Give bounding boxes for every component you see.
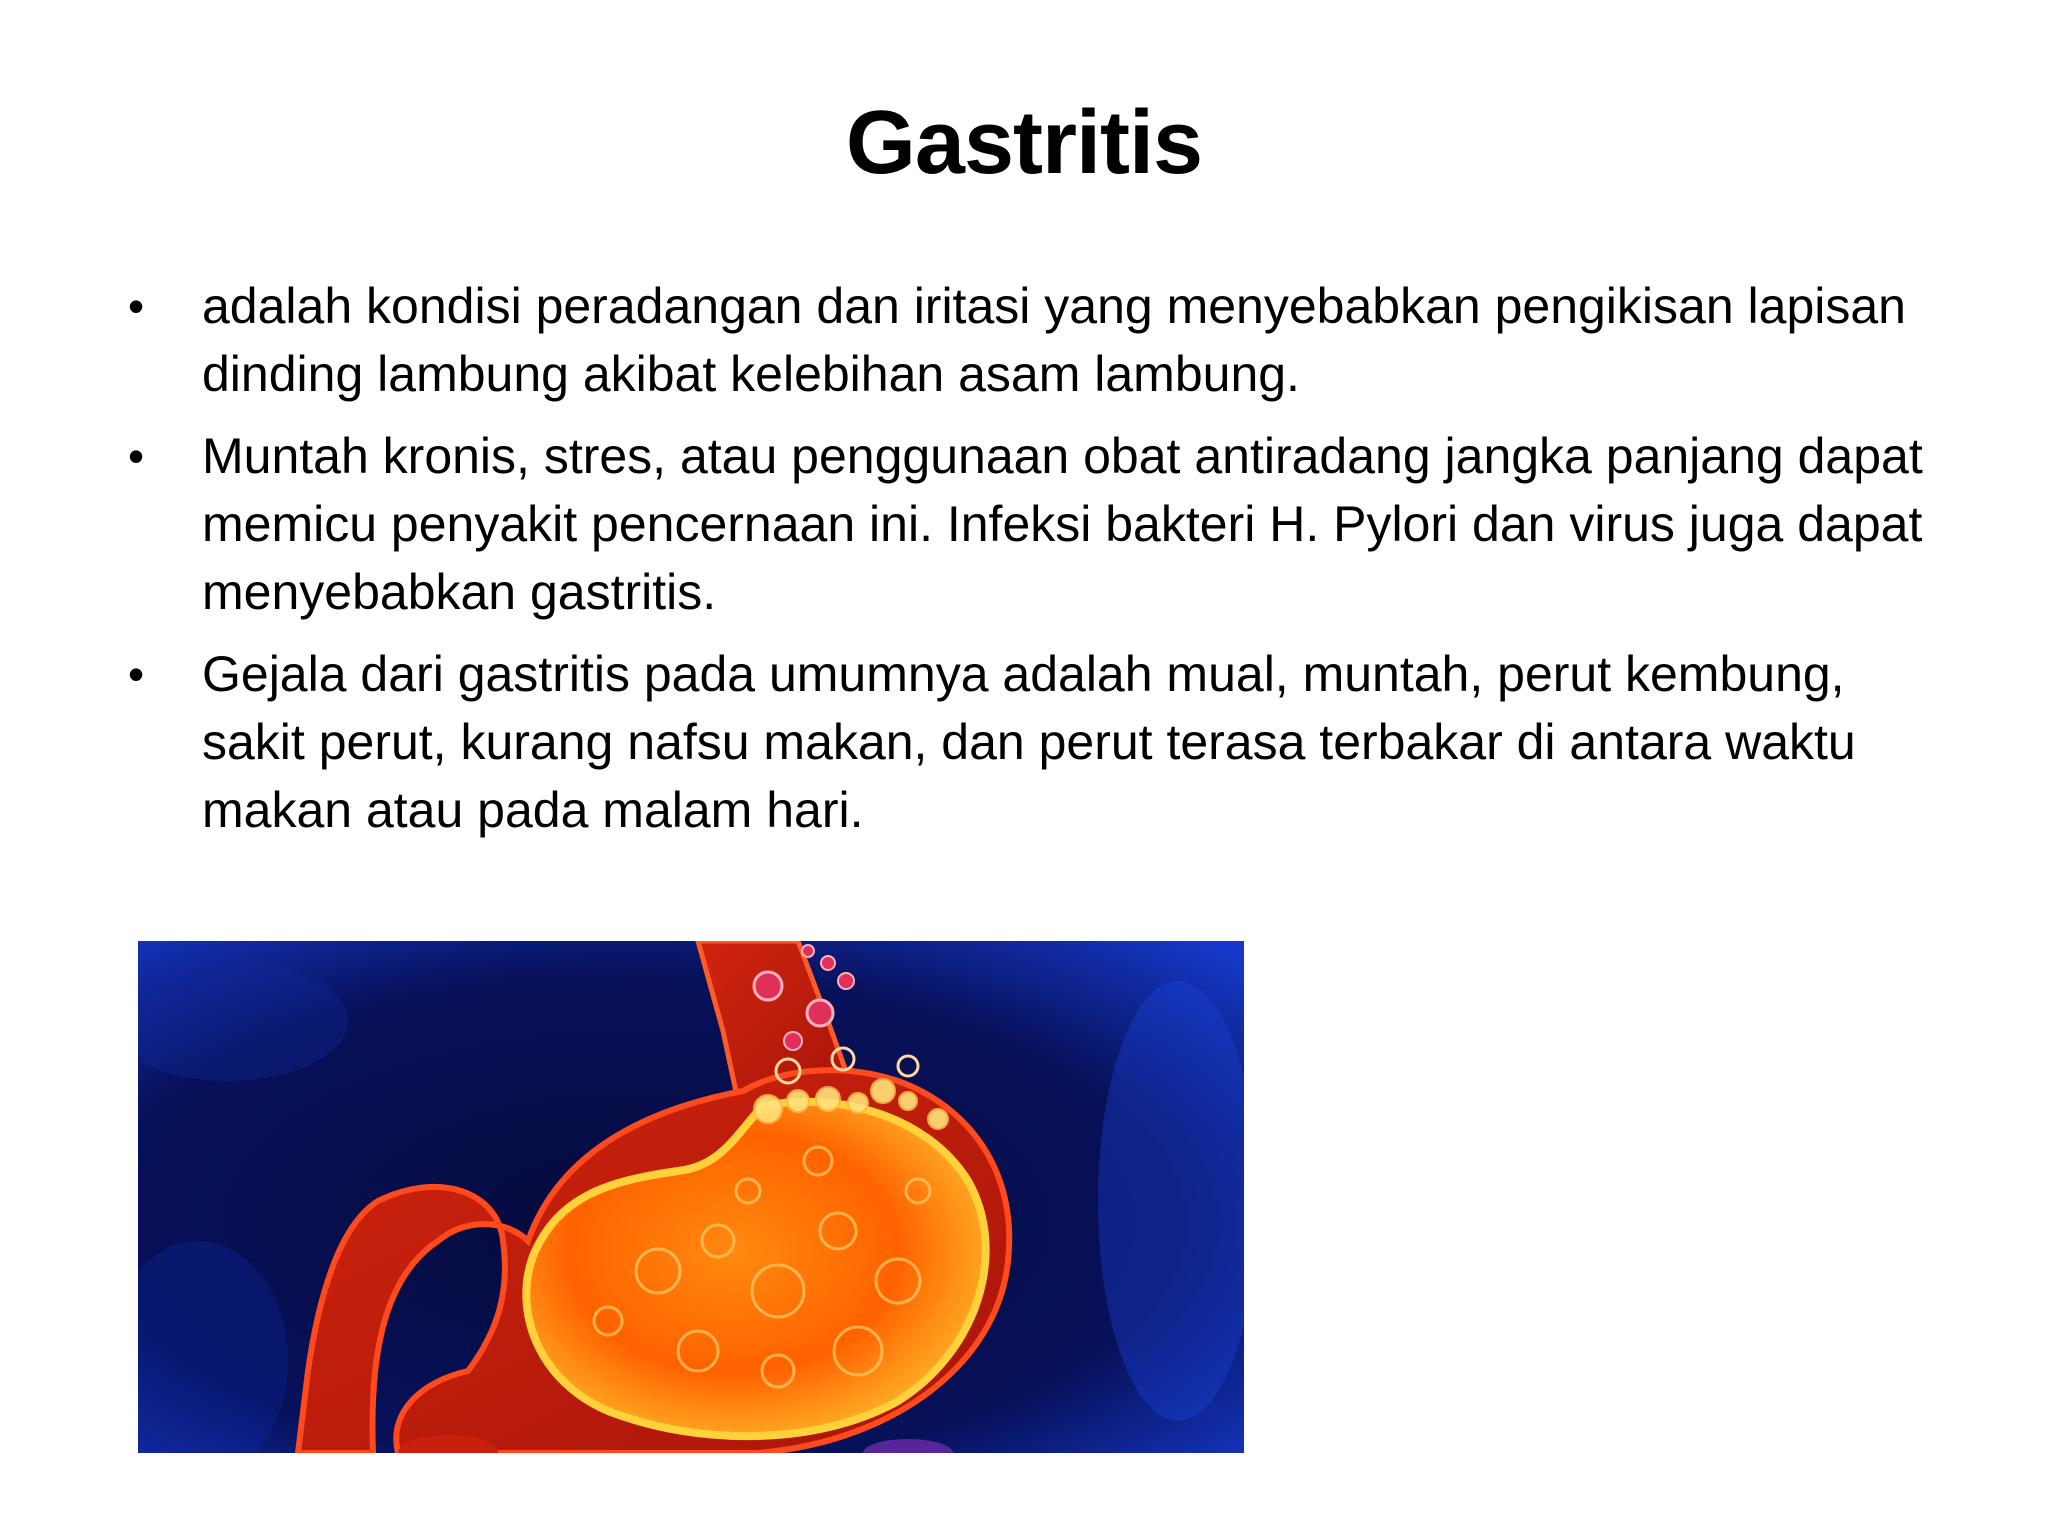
bullet-item — [120, 422, 1950, 626]
bullet-list — [120, 272, 1950, 858]
stomach-illustration-svg — [138, 941, 1244, 1453]
bullet-dot-icon: • — [128, 648, 145, 700]
bullet-dot-icon: • — [128, 430, 145, 482]
stomach-illustration — [138, 941, 1244, 1453]
bullet-text: Muntah kronis, stres, atau penggunaan obat antiradang jangka panjang dapat memicu penyakit pencernaan ini. Infeksi bakteri H. Pylori dan virus juga dapat menyebabkan gastritis. — [202, 428, 1923, 620]
bullet-text: Gejala dari gastritis pada umumnya adalah mual, muntah, perut kembung, sakit perut, kurang nafsu makan, dan perut terasa terbakar di antara waktu makan atau pada malam hari. — [202, 646, 1856, 838]
slide-title: Gastritis — [845, 93, 1203, 193]
bullet-dot-icon: • — [128, 280, 145, 332]
bullet-item — [120, 640, 1950, 844]
bullet-item — [120, 272, 1950, 408]
bullet-text: adalah kondisi peradangan dan iritasi yang menyebabkan pengikisan lapisan dinding lambung akibat kelebihan asam lambung. — [202, 278, 1906, 402]
